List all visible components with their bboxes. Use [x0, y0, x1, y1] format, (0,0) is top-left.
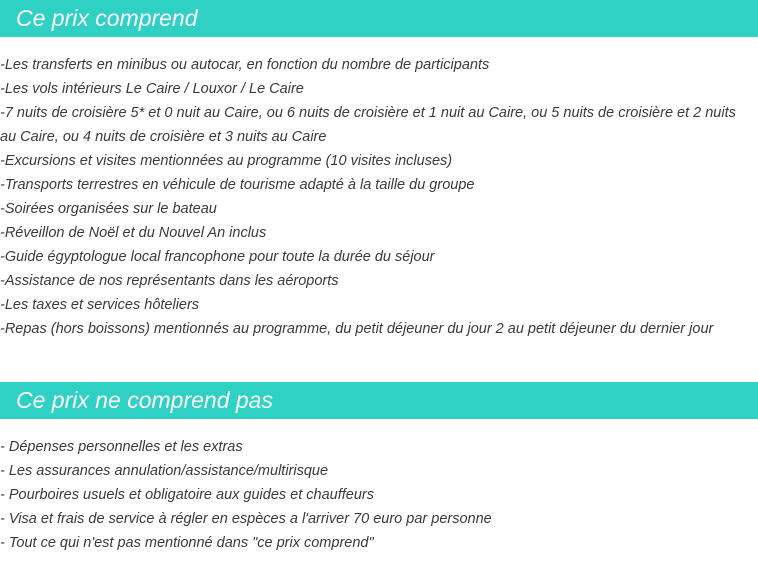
list-item: -Repas (hors boissons) mentionnés au programme, du petit déjeuner du jour 2 au petit déjeuner du dernier jour — [0, 321, 714, 337]
list-item: - Visa et frais de service à régler en espèces a l'arriver 70 euro par personne — [0, 511, 492, 527]
price-excludes-header — [0, 382, 758, 419]
list-item: -Soirées organisées sur le bateau — [0, 201, 217, 217]
list-item: -Assistance de nos représentants dans les aéroports — [0, 273, 339, 289]
list-item: - Pourboires usuels et obligatoire aux guides et chauffeurs — [0, 487, 374, 503]
list-item: - Dépenses personnelles et les extras — [0, 439, 243, 455]
list-item: -Transports terrestres en véhicule de tourisme adapté à la taille du groupe — [0, 177, 475, 193]
list-item: -Les vols intérieurs Le Caire / Louxor / Le Caire — [0, 81, 304, 97]
list-item: -Réveillon de Noël et du Nouvel An inclus — [0, 225, 267, 241]
list-item: -Guide égyptologue local francophone pour toute la durée du séjour — [0, 249, 435, 265]
list-item: -Les taxes et services hôteliers — [0, 297, 200, 313]
list-item: -7 nuits de croisière 5* et 0 nuit au Caire, ou 6 nuits de croisière et 1 nuit au Caire, ou 5 nuits de croisière et 2 nuits au Caire, ou 4 nuits de croisière et 3 nuits au Caire — [0, 105, 736, 145]
list-item: - Tout ce qui n'est pas mentionné dans "ce prix comprend" — [0, 535, 374, 551]
list-item: - Les assurances annulation/assistance/multirisque — [0, 463, 329, 479]
list-item: -Excursions et visites mentionnées au programme (10 visites incluses) — [0, 153, 453, 169]
price-includes-title: Ce prix comprend — [16, 5, 198, 31]
price-excludes-title: Ce prix ne comprend pas — [16, 387, 273, 413]
price-excludes-section — [0, 382, 758, 555]
price-excludes-list — [0, 435, 750, 555]
list-item: -Les transferts en minibus ou autocar, en fonction du nombre de participants — [0, 57, 490, 73]
price-includes-header — [0, 0, 758, 37]
price-includes-list — [0, 53, 750, 341]
